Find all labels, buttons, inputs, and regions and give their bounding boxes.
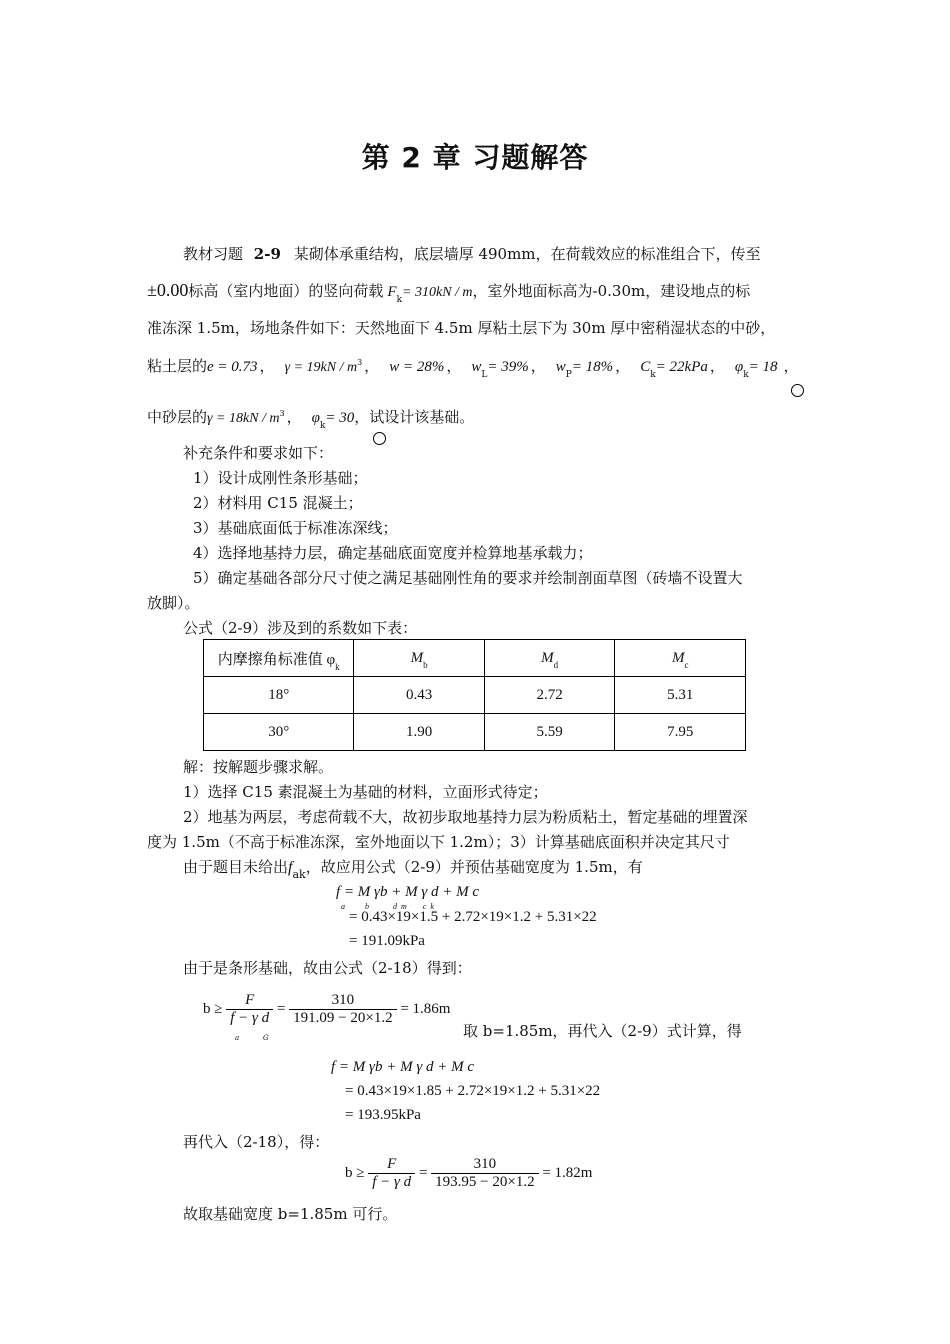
coefficient-table (203, 639, 746, 751)
table-cell: 1.90 (354, 714, 485, 751)
equation-2-fraction-1: $\frac{F}{\text{f − γ d}}$ (226, 992, 273, 1027)
equation-2-after: 取 b=1.85m，再代入（2-9）式计算，得 (463, 1022, 742, 1040)
condition-item: 4）选择地基持力层，确定基础底面宽度并检算地基承载力； (193, 544, 593, 562)
solution-step-2b: 度为 1.5m（不高于标准冻深，室外地面以下 1.2m）；3）计算基础底面积并决定其尺寸 (147, 833, 730, 851)
problem-line-4: 粘土层的e = 0.73 ， $\gamma = 19kN / m^3$ ， w = 28% ， $w_L= 39\%$ ， $w_P= 18\%$ ， $C_k= 22kPa$ ， $\varphi_k= 18$ ， (147, 357, 799, 380)
problem-line-2: ±0.00标高（室内地面）的竖向荷载 $F_k= 310kN / m$，室外地面标高为-0.30m，建设地点的标 (147, 280, 751, 305)
page-title: 第 2 章 习题解答 (361, 141, 589, 174)
solution-step-3: 由于题目未给出$f_{ak}$，故应用公式（2-9）并预估基础宽度为 1.5m，有 (183, 858, 643, 881)
equation-1-line-3: = 191.09kPa (349, 933, 425, 949)
table-header-row (204, 640, 746, 677)
equation-1-subscripts: a b d m c k (341, 902, 434, 911)
solution-intro: 解：按解题步骤求解。 (183, 758, 334, 776)
table-header: $M_d$ (484, 640, 615, 677)
problem-line-3: 准冻深 1.5m，场地条件如下：天然地面下 4.5m 厚粘土层下为 30m 厚中密稍湿状态的中砂， (147, 319, 776, 337)
table-cell: 30° (204, 714, 354, 751)
solution-conclusion: 故取基础宽度 b=1.85m 可行。 (183, 1205, 398, 1223)
problem-line-5: 中砂层的$\gamma = 18kN / m^3$ ， $\varphi_k= 30$，试设计该基础。 (147, 408, 475, 431)
equation-2: b ≥ $\frac{F}{\text{f − γ d}}$ = $\frac{310}{191.09 - 20\times 1.2}$ = 1.86m (203, 992, 451, 1026)
problem-line-1: 教材习题 2-9 某砌体承重结构，底层墙厚 490mm，在荷载效应的标准组合下，传至 (183, 245, 761, 263)
condition-item-cont: 放脚）。 (147, 594, 200, 612)
condition-item: 1）设计成刚性条形基础； (193, 469, 368, 487)
table-cell: 0.43 (354, 677, 485, 714)
solution-step-1: 1）选择 C15 素混凝土为基础的材料，立面形式待定； (183, 783, 548, 801)
table-header: $M_b$ (354, 640, 485, 677)
condition-item: 2）材料用 C15 混凝土； (193, 494, 363, 512)
equation-4: b ≥ $\frac{F}{\text{f − γ d}}$ = $\frac{310}{193.95 - 20\times 1.2}$ = 1.82m (345, 1156, 593, 1190)
table-header: $M_c$ (615, 640, 746, 677)
solution-step-4: 由于是条形基础，故由公式（2-18）得到： (183, 959, 472, 977)
equation-2-fraction-2: $\frac{310}{191.09 - 20\times 1.2}$ (289, 992, 396, 1027)
condition-item: 3）基础底面低于标准冻深线； (193, 519, 398, 537)
equation-3-line-2: = 0.43×19×1.85 + 2.72×19×1.2 + 5.31×22 (345, 1083, 601, 1099)
equation-4-fraction-2: $\frac{310}{193.95 - 20\times 1.2}$ (431, 1156, 538, 1191)
table-row (204, 677, 746, 714)
table-cell: 5.59 (484, 714, 615, 751)
table-cell: 2.72 (484, 677, 615, 714)
equation-3-line-3: = 193.95kPa (345, 1107, 421, 1123)
degree-circle-icon (791, 384, 804, 397)
equation-1-line-1: f = M γb + M γ d + M c (336, 884, 479, 900)
condition-item: 5）确定基础各部分尺寸使之满足基础刚性角的要求并绘制剖面草图（砖墙不设置大 (193, 569, 743, 587)
conditions-heading: 补充条件和要求如下： (183, 444, 334, 462)
solution-step-5: 再代入（2-18），得： (183, 1133, 330, 1151)
solution-step-2: 2）地基为两层，考虑荷载不大，故初步取地基持力层为粉质粘土，暂定基础的埋置深 (183, 808, 748, 826)
table-cell: 7.95 (615, 714, 746, 751)
equation-2-subscript: a (235, 1034, 240, 1042)
table-cell: 5.31 (615, 677, 746, 714)
equation-3-line-1: f = M γb + M γ d + M c (331, 1059, 474, 1075)
table-row (204, 714, 746, 751)
table-header: 内摩擦角标准值 $\varphi_k$ (204, 640, 354, 677)
equation-2-subscript: G (263, 1034, 269, 1042)
table-intro: 公式（2-9）涉及到的系数如下表： (183, 619, 418, 637)
degree-circle-icon (373, 432, 386, 445)
equation-1-line-2: = 0.43×19×1.5 + 2.72×19×1.2 + 5.31×22 (349, 909, 597, 925)
problem-number: 2-9 (253, 245, 281, 263)
table-cell: 18° (204, 677, 354, 714)
equation-4-fraction-1: $\frac{F}{\text{f − γ d}}$ (368, 1156, 415, 1191)
